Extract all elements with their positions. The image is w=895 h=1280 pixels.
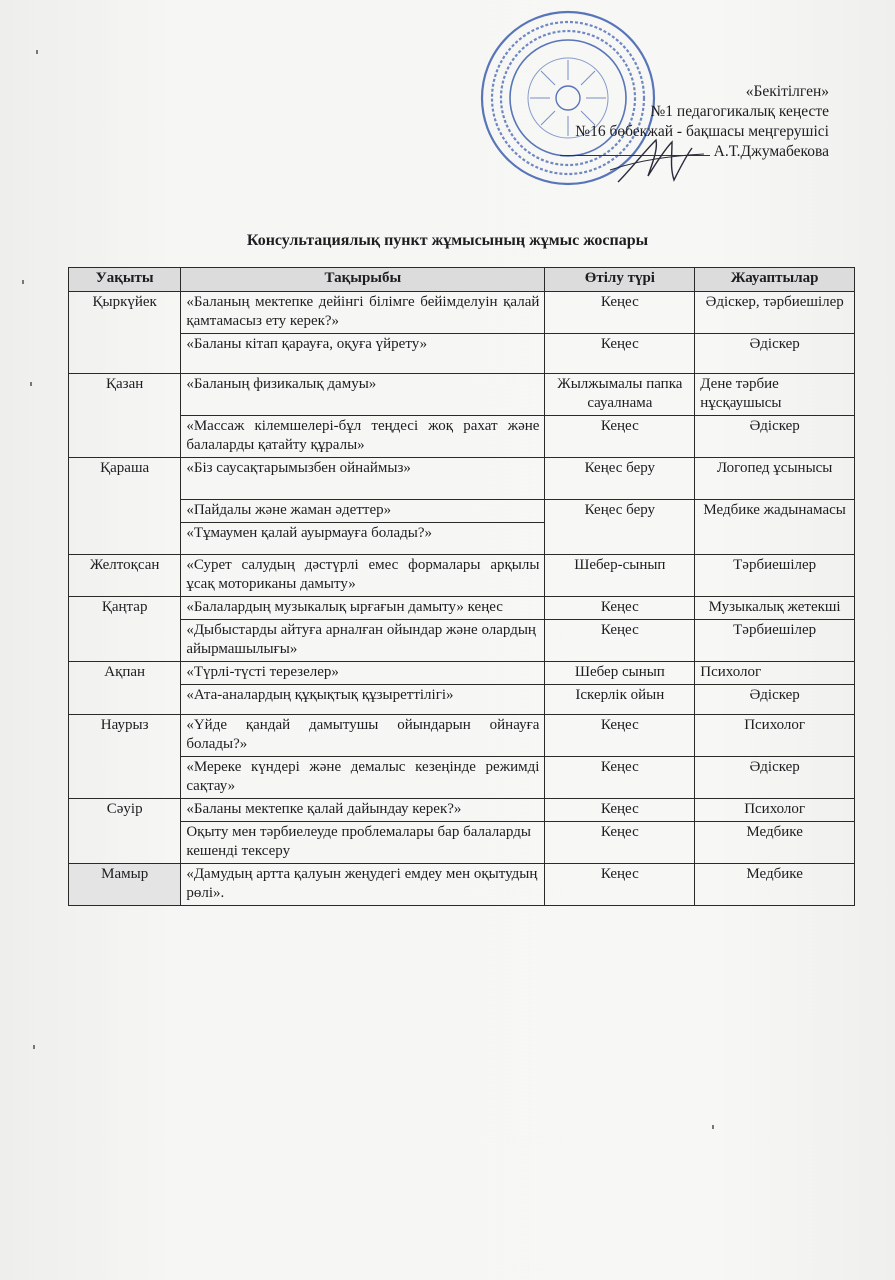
form-cell: Жылжымалы папка сауалнама: [545, 374, 695, 416]
form-cell: Іскерлік ойын: [545, 685, 695, 715]
responsible-cell: Тәрбиешілер: [695, 555, 855, 597]
responsible-cell: Әдіскер: [695, 685, 855, 715]
month-cell: Мамыр: [69, 864, 181, 906]
topic-cell: «Баланың физикалық дамуы»: [181, 374, 545, 416]
responsible-cell: Әдіскер: [695, 416, 855, 458]
form-cell: Кеңес: [545, 334, 695, 374]
topic-cell: «Баланы мектепке қалай дайындау керек?»: [181, 799, 545, 822]
month-cell: Ақпан: [69, 662, 181, 715]
approval-position: №16 бөбекжай - бақшасы меңгерушісі: [575, 123, 829, 140]
topic-cell: «Үйде қандай дамытушы ойындарын ойнауға болады?»: [181, 715, 545, 757]
responsible-cell: Психолог: [695, 799, 855, 822]
table-row: [69, 555, 855, 597]
form-cell: Кеңес: [545, 292, 695, 334]
form-cell: Шебер сынып: [545, 662, 695, 685]
form-cell: Кеңес: [545, 416, 695, 458]
month-cell: Қыркүйек: [69, 292, 181, 374]
topic-cell: «Мереке күндері және демалыс кезеңінде режимді сақтау»: [181, 757, 545, 799]
document-title: Консультациялық пункт жұмысының жұмыс жоспары: [246, 232, 649, 249]
topic-cell: Оқыту мен тәрбиелеуде проблемалары бар балаларды кешенді тексеру: [181, 822, 545, 864]
form-cell: Кеңес беру: [545, 458, 695, 500]
table-row: [69, 757, 855, 799]
table-row: [69, 292, 855, 334]
responsible-cell: Әдіскер: [695, 334, 855, 374]
header-topic: Тақырыбы: [181, 268, 545, 292]
topic-cell: «Ата-аналардың құқықтық құзыреттілігі»: [181, 685, 545, 715]
topic-cell: «Тұмаумен қалай ауырмауға болады?»: [181, 523, 545, 555]
handwritten-signature: [600, 130, 710, 190]
topic-cell: «Массаж кілемшелері-бұл теңдесі жоқ рахат және балаларды қатайту құралы»: [181, 416, 545, 458]
topic-cell: «Пайдалы және жаман әдеттер»: [181, 500, 545, 523]
responsible-cell: Музыкалық жетекші: [695, 597, 855, 620]
table-row: [69, 799, 855, 822]
month-cell: Желтоқсан: [69, 555, 181, 597]
topic-cell: «Біз саусақтарымызбен ойнаймыз»: [181, 458, 545, 500]
responsible-cell: Тәрбиешілер: [695, 620, 855, 662]
table-row: [69, 822, 855, 864]
header-time: Уақыты: [69, 268, 181, 292]
header-form: Өтілу түрі: [545, 268, 695, 292]
responsible-cell: Медбике: [695, 822, 855, 864]
paper-speck: [30, 382, 32, 386]
topic-cell: «Балалардың музыкалық ырғағын дамыту» кеңес: [181, 597, 545, 620]
table-row: [69, 715, 855, 757]
plan-table: [68, 267, 855, 906]
month-cell: Наурыз: [69, 715, 181, 799]
table-row: [69, 416, 855, 458]
table-row: [69, 500, 855, 523]
table-row: [69, 374, 855, 416]
responsible-cell: Дене тәрбие нұсқаушысы: [695, 374, 855, 416]
header-responsible: Жауаптылар: [695, 268, 855, 292]
responsible-cell: Әдіскер: [695, 757, 855, 799]
responsible-cell: Медбике жадынамасы: [695, 500, 855, 555]
form-cell: Кеңес: [545, 757, 695, 799]
table-row: [69, 685, 855, 715]
table-row: [69, 620, 855, 662]
form-cell: Кеңес: [545, 715, 695, 757]
responsible-cell: Медбике: [695, 864, 855, 906]
approval-heading: «Бекітілген»: [745, 83, 829, 100]
responsible-cell: Психолог: [695, 715, 855, 757]
responsible-cell: Логопед ұсынысы: [695, 458, 855, 500]
director-name: А.Т.Джумабекова: [713, 143, 829, 160]
topic-cell: «Баланы кітап қарауға, оқуға үйрету»: [181, 334, 545, 374]
table-row: [69, 597, 855, 620]
approval-council: №1 педагогикалық кеңесте: [650, 103, 829, 120]
table-row: [69, 334, 855, 374]
form-cell: Кеңес: [545, 799, 695, 822]
table-header-row: [69, 268, 855, 292]
paper-speck: [33, 1045, 35, 1049]
form-cell: Кеңес: [545, 597, 695, 620]
responsible-cell: Психолог: [695, 662, 855, 685]
month-cell: Қаңтар: [69, 597, 181, 662]
month-cell: Қазан: [69, 374, 181, 458]
paper-speck: [36, 50, 38, 54]
paper-speck: [712, 1125, 714, 1129]
topic-cell: «Сурет салудың дәстүрлі емес формалары арқылы ұсақ моториканы дамыту»: [181, 555, 545, 597]
table-row: [69, 458, 855, 500]
form-cell: Кеңес беру: [545, 500, 695, 555]
topic-cell: «Түрлі-түсті терезелер»: [181, 662, 545, 685]
topic-cell: «Дамудың артта қалуын жеңудегі емдеу мен оқытудың рөлі».: [181, 864, 545, 906]
responsible-cell: Әдіскер, тәрбиешілер: [695, 292, 855, 334]
paper-speck: [22, 280, 24, 284]
form-cell: Кеңес: [545, 822, 695, 864]
month-cell: Сәуір: [69, 799, 181, 864]
table-row: [69, 864, 855, 906]
month-cell: Қараша: [69, 458, 181, 555]
topic-cell: «Дыбыстарды айтуға арналған ойындар және олардың айырмашылығы»: [181, 620, 545, 662]
form-cell: Кеңес: [545, 620, 695, 662]
table-row: [69, 662, 855, 685]
form-cell: Шебер-сынып: [545, 555, 695, 597]
topic-cell: «Баланың мектепке дейінгі білімге бейімделуін қалай қамтамасыз ету керек?»: [181, 292, 545, 334]
form-cell: Кеңес: [545, 864, 695, 906]
